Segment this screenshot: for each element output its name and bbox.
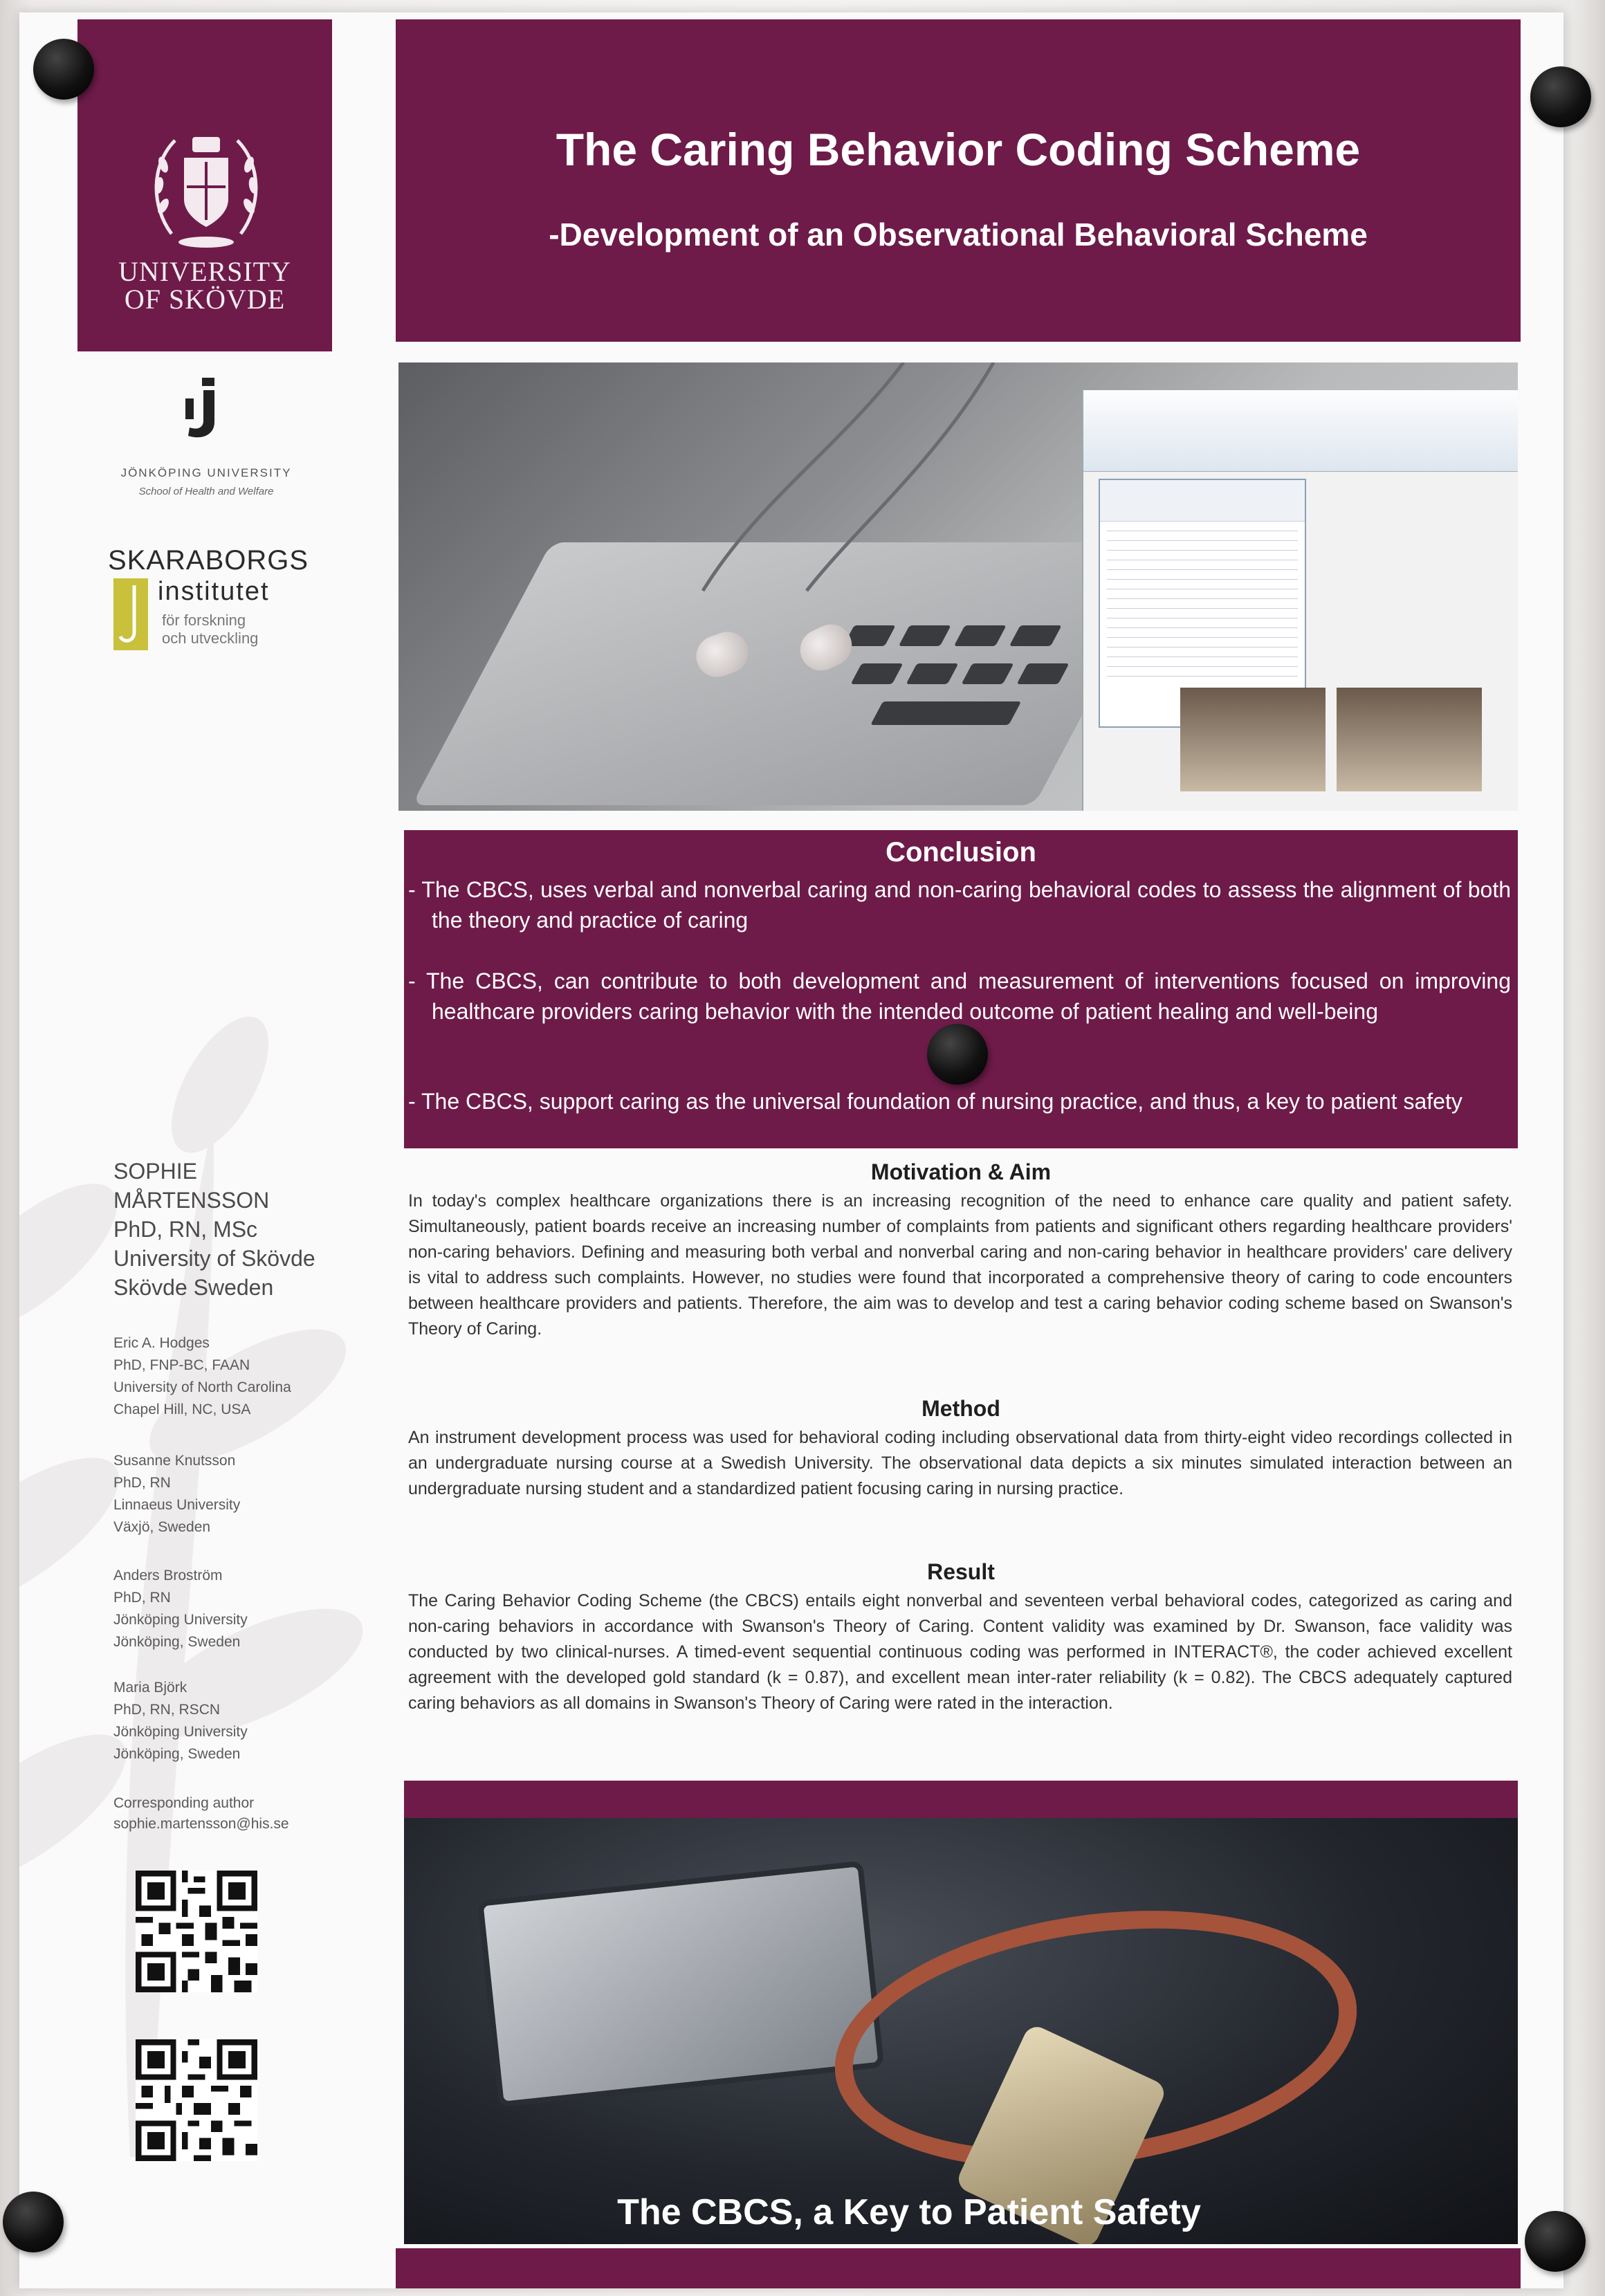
corresponding-author: Corresponding author sophie.martensson@his.se bbox=[113, 1793, 289, 1835]
jonkoping-university-logo-icon bbox=[180, 378, 235, 441]
tagline: The CBCS, a Key to Patient Safety bbox=[617, 2192, 1201, 2232]
conclusion-heading: Conclusion bbox=[886, 837, 1036, 867]
result-text: The Caring Behavior Coding Scheme (the CBCS) entails eight nonverbal and seventeen verbal behavioral codes, categorized as caring and non-caring behaviors in accordance with Swanson's Theory of Caring. Content validity was examined by Dr. Swanson, face validity was conducted by two clinical-nurses. A timed-event sequential continuous coding was performed in INTERACT®, the coder achieved excellent agreement with the developed gold standard (k = 0.87), and excellent mean inter-rater reliability (k = 0.82). The CBCS adequately captured caring behaviors as all domains in Swanson's Theory of Caring were rated in the interaction. bbox=[408, 1591, 1512, 1713]
method-text: An instrument development process was used for behavioral coding including observational data from thirty-eight video recordings collected in an undergraduate nursing course at a Swedish University. The observational data depicts a six minutes simulated interaction between an undergraduate nursing student and a standardized patient focusing caring in nursing practice. bbox=[408, 1428, 1512, 1498]
motivation-text: In today's complex healthcare organizations there is an increasing recognition of the need to enhance care quality and patient safety. Simultaneously, patient boards receive an increasing number of complaints from patients and significant others regarding healthcare providers' non-caring behaviors. Defining and measuring both verbal and nonverbal caring and non-caring behavior in healthcare providers' care delivery is vital to address such complaints. However, no studies were found that incorporated a comprehensive theory of caring to code encounters between healthcare providers and patients. Therefore, the aim was to develop and test a caring behavior coding scheme based on Swanson's Theory of Caring. bbox=[408, 1191, 1512, 1339]
laurel-crest-icon bbox=[144, 123, 268, 255]
skaraborgs-subtitle: för forskning och utveckling bbox=[162, 612, 259, 647]
coauthor: Anders Broström PhD, RN Jönköping University Jönköping, Sweden bbox=[113, 1568, 248, 1650]
video-frame bbox=[1337, 688, 1482, 791]
poster-subtitle: -Development of an Observational Behavioral Scheme bbox=[549, 217, 1368, 252]
left-column bbox=[19, 12, 393, 2288]
bottom-bar bbox=[396, 2248, 1521, 2288]
coauthor: Eric A. Hodges PhD, FNP-BC, FAAN University of North Carolina Chapel Hill, NC, USA bbox=[113, 1335, 291, 1417]
university-of-skovde-logo bbox=[77, 19, 332, 351]
id-badge-icon bbox=[477, 1861, 884, 2108]
skaraborgs-mark-icon bbox=[113, 578, 148, 650]
qr-code-icon[interactable] bbox=[136, 2039, 257, 2161]
corresponding-email[interactable]: sophie.martensson@his.se bbox=[113, 1816, 289, 1832]
pushpin-icon bbox=[927, 1024, 988, 1085]
coauthor: Susanne Knutsson PhD, RN Linnaeus University Växjö, Sweden bbox=[113, 1453, 241, 1535]
coding-software-screenshot bbox=[1082, 390, 1518, 811]
earbud-cable-icon bbox=[578, 362, 1104, 653]
result-heading: Result bbox=[927, 1559, 995, 1584]
header-banner bbox=[396, 19, 1521, 342]
video-frame bbox=[1180, 688, 1326, 791]
jonkoping-university-name: JÖNKÖPING UNIVERSITY bbox=[120, 466, 292, 479]
poster bbox=[19, 12, 1563, 2288]
laptop-earbuds-photo bbox=[398, 362, 1518, 811]
skovde-logo-text: UNIVERSITY OF SKÖVDE bbox=[118, 256, 291, 315]
coauthor: Maria Björk PhD, RN, RSCN Jönköping University Jönköping, Sweden bbox=[113, 1680, 248, 1762]
software-ribbon bbox=[1083, 390, 1518, 472]
skaraborgs-institutet: institutet bbox=[158, 577, 270, 606]
jonkoping-school-name: School of Health and Welfare bbox=[138, 486, 274, 497]
pushpin-icon bbox=[1525, 2211, 1586, 2272]
pushpin-icon bbox=[1530, 66, 1591, 127]
divider-bar bbox=[404, 1781, 1518, 1818]
skaraborgs-title: SKARABORGS bbox=[108, 545, 309, 576]
poster-title: The Caring Behavior Coding Scheme bbox=[556, 124, 1361, 175]
method-heading: Method bbox=[921, 1396, 1000, 1421]
motivation-heading: Motivation & Aim bbox=[870, 1159, 1052, 1184]
conclusion-item: - The CBCS, can contribute to both development and measurement of interventions focused on improving healthcare providers caring behavior with the intended outcome of patient healing and well-being bbox=[408, 968, 1511, 1024]
qr-code-icon[interactable] bbox=[136, 1871, 257, 1992]
id-badge-photo bbox=[404, 1818, 1518, 2244]
conclusion-item: - The CBCS, support caring as the universal foundation of nursing practice, and thus, a key to patient safety bbox=[408, 1089, 1462, 1114]
main-author: SOPHIE MÅRTENSSON PhD, RN, MSc University of Skövde Skövde Sweden bbox=[113, 1159, 315, 1300]
conclusion-panel bbox=[404, 830, 1518, 1148]
pushpin-icon bbox=[3, 2192, 64, 2252]
conclusion-item: - The CBCS, uses verbal and nonverbal caring and non-caring behavioral codes to assess the alignment of both the theory and practice of caring bbox=[408, 877, 1511, 933]
pushpin-icon bbox=[33, 39, 94, 100]
